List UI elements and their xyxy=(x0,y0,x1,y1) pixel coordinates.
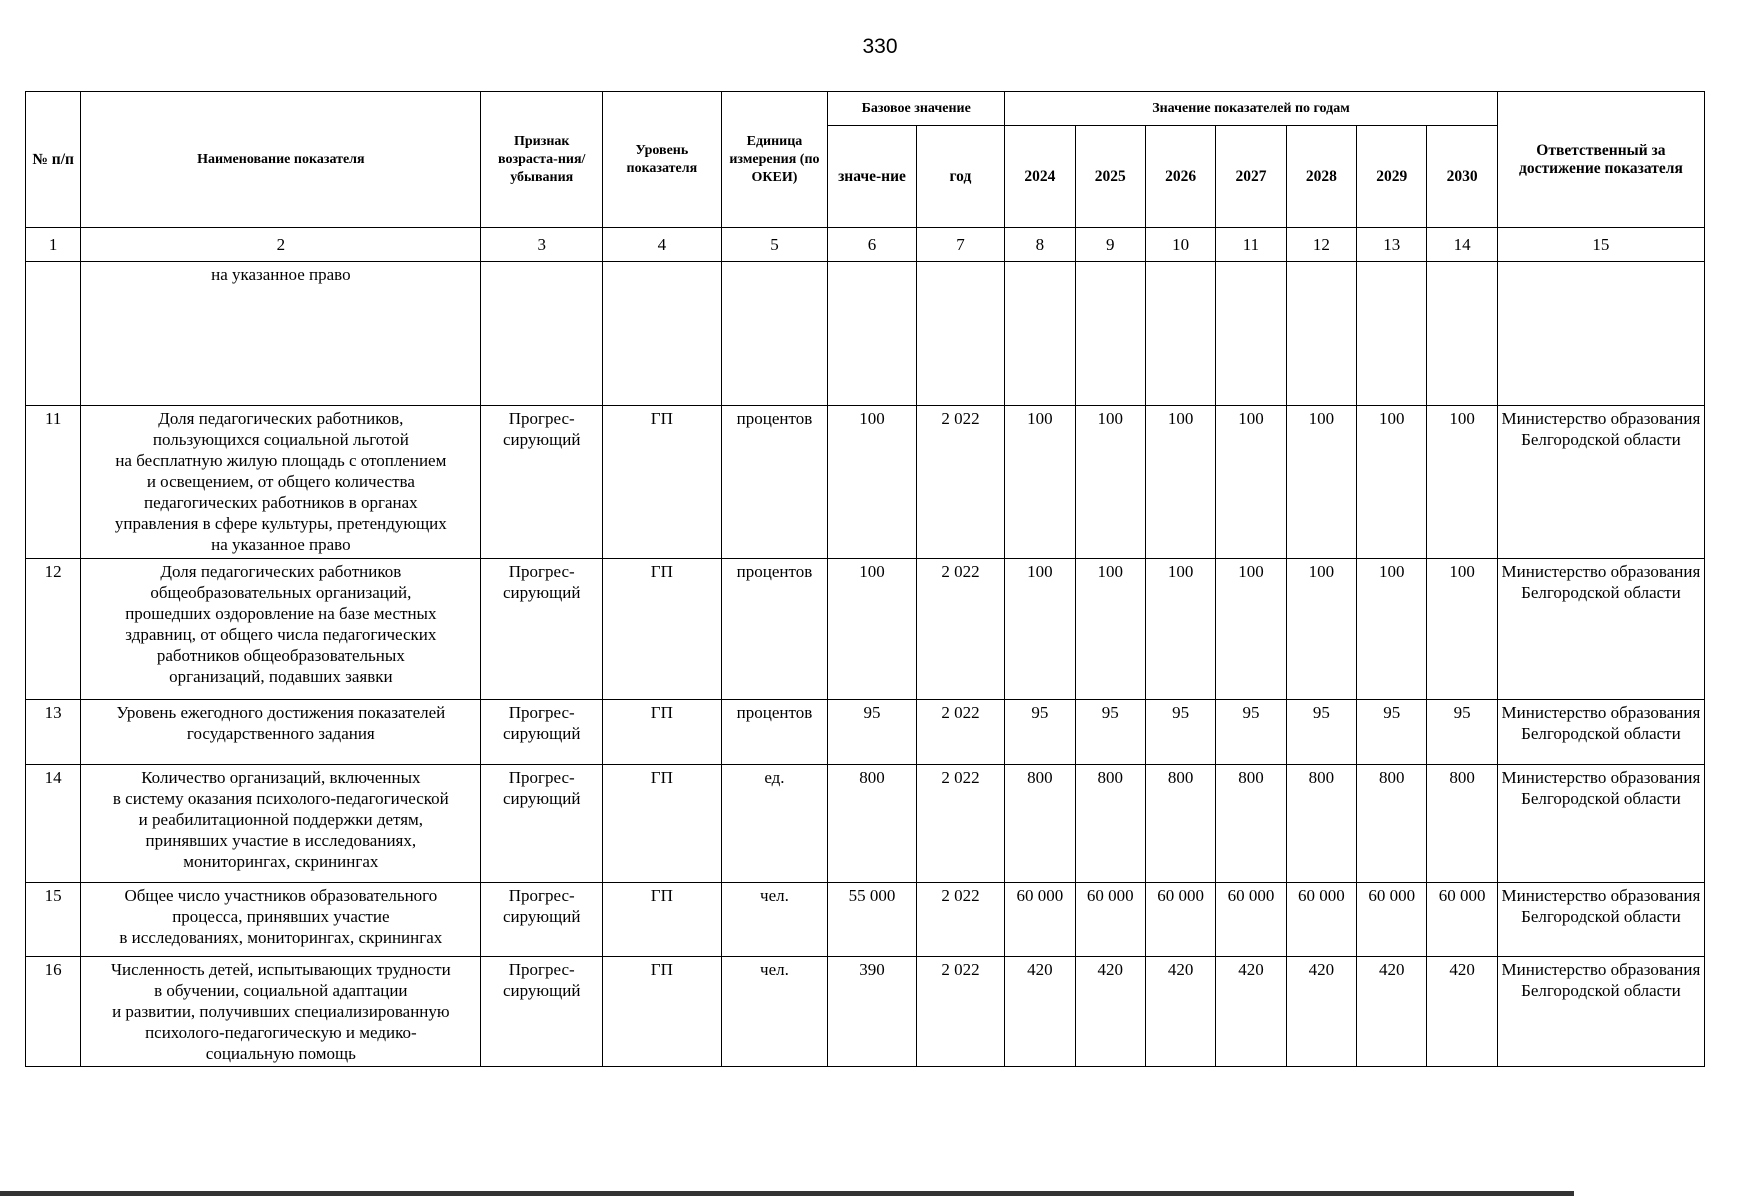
row-year-value: 100 xyxy=(1075,406,1145,559)
row-year-value: 800 xyxy=(1216,765,1286,883)
row-level: ГП xyxy=(603,406,722,559)
row-base-value: 100 xyxy=(828,406,916,559)
row-base-year: 2 022 xyxy=(916,957,1004,1067)
row-year-value: 100 xyxy=(1005,406,1075,559)
column-number: 1 xyxy=(26,228,81,262)
table-cell xyxy=(26,262,81,406)
row-base-value: 100 xyxy=(828,559,916,700)
row-year-value: 100 xyxy=(1286,406,1356,559)
column-number: 8 xyxy=(1005,228,1075,262)
row-year-value: 100 xyxy=(1286,559,1356,700)
row-year-value: 95 xyxy=(1286,700,1356,765)
row-year-value: 100 xyxy=(1427,406,1497,559)
column-number: 15 xyxy=(1497,228,1704,262)
header-year: 2024 xyxy=(1005,126,1075,228)
row-base-value: 800 xyxy=(828,765,916,883)
header-year: 2026 xyxy=(1145,126,1215,228)
row-name: Доля педагогических работников общеобразовательных организаций, прошедших оздоровление на базе местных здравниц, от общего числа педагогических работников общеобразовательных организаций, подавших заявки xyxy=(81,559,481,700)
row-unit: чел. xyxy=(721,883,828,957)
row-num: 12 xyxy=(26,559,81,700)
row-year-value: 100 xyxy=(1427,559,1497,700)
row-name: Количество организаций, включенных в систему оказания психолого-педагогической и реабилитационной поддержки детям, принявших участие в исследованиях, мониторингах, скринингах xyxy=(81,765,481,883)
row-responsible: Министерство образования Белгородской области xyxy=(1497,765,1704,883)
column-number: 9 xyxy=(1075,228,1145,262)
row-num: 13 xyxy=(26,700,81,765)
row-year-value: 60 000 xyxy=(1427,883,1497,957)
row-year-value: 60 000 xyxy=(1075,883,1145,957)
row-level: ГП xyxy=(603,957,722,1067)
row-year-value: 95 xyxy=(1075,700,1145,765)
row-year-value: 420 xyxy=(1427,957,1497,1067)
row-year-value: 100 xyxy=(1145,406,1215,559)
column-number: 3 xyxy=(481,228,603,262)
row-name: Уровень ежегодного достижения показателей государственного задания xyxy=(81,700,481,765)
row-year-value: 420 xyxy=(1216,957,1286,1067)
row-year-value: 420 xyxy=(1075,957,1145,1067)
row-year-value: 800 xyxy=(1075,765,1145,883)
row-trend: Прогрес-сирующий xyxy=(481,883,603,957)
row-year-value: 420 xyxy=(1357,957,1427,1067)
data-rows xyxy=(26,406,1705,1067)
row-trend: Прогрес-сирующий xyxy=(481,765,603,883)
row-unit: процентов xyxy=(721,559,828,700)
header-year: 2030 xyxy=(1427,126,1497,228)
row-trend: Прогрес-сирующий xyxy=(481,406,603,559)
table-cell xyxy=(603,262,722,406)
table-cell xyxy=(1145,262,1215,406)
row-year-value: 100 xyxy=(1357,559,1427,700)
header-responsible: Ответственный за достижение показателя xyxy=(1497,92,1704,228)
row-year-value: 100 xyxy=(1005,559,1075,700)
row-year-value: 800 xyxy=(1145,765,1215,883)
row-name: Численность детей, испытывающих трудности в обучении, социальной адаптации и развитии, получивших специализированную психолого-педагогическую и медико- социальную помощь xyxy=(81,957,481,1067)
page-number: 330 xyxy=(862,35,898,58)
row-year-value: 100 xyxy=(1216,406,1286,559)
row-year-value: 95 xyxy=(1216,700,1286,765)
row-base-value: 55 000 xyxy=(828,883,916,957)
row-unit: чел. xyxy=(721,957,828,1067)
row-year-value: 420 xyxy=(1005,957,1075,1067)
row-year-value: 60 000 xyxy=(1005,883,1075,957)
row-year-value: 95 xyxy=(1145,700,1215,765)
table-cell xyxy=(828,262,916,406)
row-level: ГП xyxy=(603,700,722,765)
row-num: 14 xyxy=(26,765,81,883)
row-year-value: 95 xyxy=(1005,700,1075,765)
header-base-group: Базовое значение xyxy=(828,92,1005,126)
row-year-value: 60 000 xyxy=(1286,883,1356,957)
row-year-value: 100 xyxy=(1357,406,1427,559)
table-row xyxy=(26,700,1705,765)
row-year-value: 60 000 xyxy=(1145,883,1215,957)
row-responsible: Министерство образования Белгородской области xyxy=(1497,883,1704,957)
row-num: 11 xyxy=(26,406,81,559)
header-year: 2028 xyxy=(1286,126,1356,228)
column-number: 13 xyxy=(1357,228,1427,262)
row-year-value: 60 000 xyxy=(1357,883,1427,957)
table-row xyxy=(26,957,1705,1067)
table-row xyxy=(26,406,1705,559)
table-cell xyxy=(916,262,1004,406)
column-number-row xyxy=(26,228,1705,262)
table-cell xyxy=(1497,262,1704,406)
header-years-group: Значение показателей по годам xyxy=(1005,92,1498,126)
header-year: 2027 xyxy=(1216,126,1286,228)
column-number: 10 xyxy=(1145,228,1215,262)
column-number: 5 xyxy=(721,228,828,262)
column-number: 12 xyxy=(1286,228,1356,262)
row-year-value: 800 xyxy=(1427,765,1497,883)
column-number: 11 xyxy=(1216,228,1286,262)
row-year-value: 100 xyxy=(1216,559,1286,700)
row-year-value: 800 xyxy=(1357,765,1427,883)
header-level: Уровень показателя xyxy=(603,92,722,228)
table-cell xyxy=(1075,262,1145,406)
row-trend: Прогрес-сирующий xyxy=(481,559,603,700)
row-base-year: 2 022 xyxy=(916,883,1004,957)
row-responsible: Министерство образования Белгородской области xyxy=(1497,957,1704,1067)
row-num: 16 xyxy=(26,957,81,1067)
table-header xyxy=(26,92,1705,228)
row-year-value: 100 xyxy=(1145,559,1215,700)
row-name: Общее число участников образовательного процесса, принявших участие в исследованиях, мониторингах, скринингах xyxy=(81,883,481,957)
row-level: ГП xyxy=(603,883,722,957)
row-trend: Прогрес-сирующий xyxy=(481,957,603,1067)
row-level: ГП xyxy=(603,559,722,700)
column-number: 4 xyxy=(603,228,722,262)
header-year: 2025 xyxy=(1075,126,1145,228)
table-cell xyxy=(481,262,603,406)
column-number: 14 xyxy=(1427,228,1497,262)
row-base-value: 390 xyxy=(828,957,916,1067)
column-number: 7 xyxy=(916,228,1004,262)
continuation-name: на указанное право xyxy=(81,262,481,406)
indicators-table xyxy=(25,91,1705,1067)
continuation-row xyxy=(26,262,1705,406)
table-cell xyxy=(1216,262,1286,406)
bottom-rule xyxy=(0,1191,1574,1196)
header-unit: Единица измерения (по ОКЕИ) xyxy=(721,92,828,228)
row-base-year: 2 022 xyxy=(916,700,1004,765)
row-level: ГП xyxy=(603,765,722,883)
header-trend: Признак возраста-ния/ убывания xyxy=(481,92,603,228)
row-base-year: 2 022 xyxy=(916,406,1004,559)
table-cell xyxy=(1427,262,1497,406)
header-year: 2029 xyxy=(1357,126,1427,228)
table-cell xyxy=(1005,262,1075,406)
header-base-value: значе-ние xyxy=(828,126,916,228)
row-year-value: 100 xyxy=(1075,559,1145,700)
row-unit: ед. xyxy=(721,765,828,883)
column-number: 6 xyxy=(828,228,916,262)
row-year-value: 800 xyxy=(1286,765,1356,883)
row-year-value: 60 000 xyxy=(1216,883,1286,957)
row-year-value: 420 xyxy=(1286,957,1356,1067)
table-row xyxy=(26,765,1705,883)
row-responsible: Министерство образования Белгородской области xyxy=(1497,406,1704,559)
table-cell xyxy=(1286,262,1356,406)
column-number: 2 xyxy=(81,228,481,262)
row-year-value: 95 xyxy=(1427,700,1497,765)
row-unit: процентов xyxy=(721,406,828,559)
row-name: Доля педагогических работников, пользующихся социальной льготой на бесплатную жилую площадь с отоплением и освещением, от общего количества педагогических работников в органах управления в сфере культуры, претендующих на указанное право xyxy=(81,406,481,559)
row-year-value: 95 xyxy=(1357,700,1427,765)
header-base-year: год xyxy=(916,126,1004,228)
row-num: 15 xyxy=(26,883,81,957)
row-year-value: 420 xyxy=(1145,957,1215,1067)
header-name: Наименование показателя xyxy=(81,92,481,228)
row-base-year: 2 022 xyxy=(916,559,1004,700)
row-responsible: Министерство образования Белгородской области xyxy=(1497,559,1704,700)
table-row xyxy=(26,559,1705,700)
row-unit: процентов xyxy=(721,700,828,765)
row-base-year: 2 022 xyxy=(916,765,1004,883)
header-num: № п/п xyxy=(26,92,81,228)
row-base-value: 95 xyxy=(828,700,916,765)
table-cell xyxy=(721,262,828,406)
row-responsible: Министерство образования Белгородской области xyxy=(1497,700,1704,765)
row-year-value: 800 xyxy=(1005,765,1075,883)
row-trend: Прогрес-сирующий xyxy=(481,700,603,765)
table-cell xyxy=(1357,262,1427,406)
table-row xyxy=(26,883,1705,957)
